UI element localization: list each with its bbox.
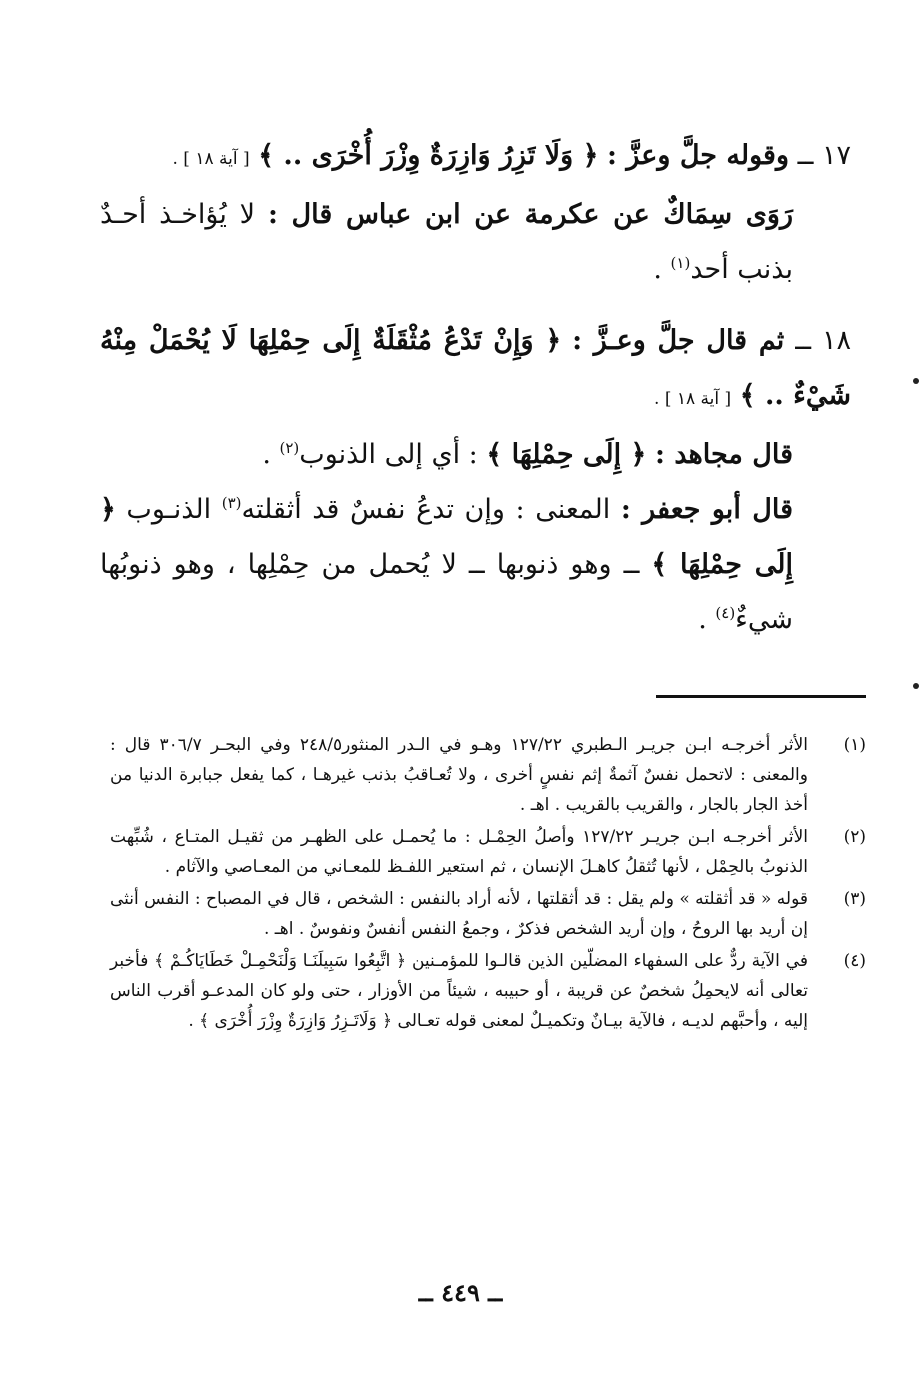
footnote-number: (٣) xyxy=(843,889,866,909)
footnote-divider xyxy=(656,695,866,698)
footnote-text: الأثر أخرجـه ابـن جريـر الـطبري ١٢٧/٢٢ وهـو في الـدر المنثور٢٤٨/٥ وفي البحـر ٣٠٦/٧ قال : والمعنى : لاتحمل نفسٌ آثمةٌ إثم نفسٍ أخرى ، ولا تُعـاقبُ بذنب غيرهـا ، كما يفعل جبابرة الدنيا من أخذ الجار بالجار ، والقريب بالقريب . اهـ . xyxy=(110,735,808,815)
quran-verse: ﴿ وَإِنْ تَدْعُ مُثْقَلَةٌ إِلَى حِمْلِهَا لَا يُحْمَلْ مِنْهُ شَيْءٌ .. ﴾ xyxy=(100,325,851,411)
footnote-text: الأثر أخرجـه ابـن جريـر ١٢٧/٢٢ وأصلُ الحِمْـل : ما يُحمـل على الظهـر من ثقيـل المتـاع ، شُبِّهت الذنوبُ بالحِمْل ، لأنها تُثقلُ كاهـلَ الإنسان ، ثم استعير اللفـظ للمعـاني من المعـاصي والآثام . xyxy=(110,827,808,877)
explanation-text: المعنى : وإن تدعُ نفسٌ قد أثقلته xyxy=(241,494,611,525)
margin-dot xyxy=(913,378,919,384)
footnote-4 xyxy=(110,946,866,1036)
footnote-2 xyxy=(110,822,866,882)
explanation-text: : أي إلى الذنوب xyxy=(299,439,478,470)
narrator-text: رَوَى سِمَاكٌ عن عكرمة عن ابن عباس قال : xyxy=(267,199,793,230)
verse-reference: [ آية ١٨ ] . xyxy=(654,389,732,409)
explanation-text: ــ وهو ذنوبها ــ لا يُحمل من حِمْلِها ، وهو ذنوبُها شيءٌ xyxy=(100,549,793,635)
footnote-1 xyxy=(110,730,866,820)
page-number: ــ ٤٤٩ ــ xyxy=(418,1278,503,1307)
paragraph-17 xyxy=(100,128,851,187)
footnote-3 xyxy=(110,884,866,944)
paragraph-17-narration: رَوَى سِمَاكٌ عن عكرمة عن ابن عباس قال : لا يُؤاخـذ أحـدٌ بذنب أحد$^{(١)}$ . xyxy=(100,199,793,285)
footnote-text: قوله « قد أثقلته » ولم يقل : قد أثقلتها ، لأنه أراد بالنفس : الشخص ، قال في المصباح : النفس أنثى إن أريد بها الروحُ ، وإن أريد الشخص فذكرٌ ، وجمعُ النفس أنفسٌ ونفوسٌ . اهـ . xyxy=(110,889,808,939)
footnotes xyxy=(110,730,866,1038)
paragraph-number: ١٧ ــ xyxy=(797,140,851,171)
narrator-text: قال مجاهد : xyxy=(654,439,793,470)
footnote-ref: (٢) xyxy=(279,439,300,457)
margin-dot xyxy=(913,683,919,689)
paragraph-number: ١٨ ــ xyxy=(795,325,851,356)
quran-verse: ﴿ وَلَا تَزِرُ وَازِرَةٌ وِزْرَ أُخْرَى .. ﴾ xyxy=(258,140,599,171)
narrator-text: قال أبو جعفر : xyxy=(620,494,793,525)
footnote-ref: (١) xyxy=(670,254,691,272)
footnote-text: في الآية ردٌّ على السفهاء المضلّين الذين قالـوا للمؤمـنين ﴿ اتَّبِعُوا سَبِيلَنَـا وَلْنَحْمِـلْ خَطَايَاكُـمْ ﴾ فأخبر تعالى أنه لايحمِلُ شخصٌ عن قريبة ، أو حبيبه ، شيئاً من الأوزار ، حتى ولو كان المدعـو أقرب الناس إليه ، وأحبَّهم لديـه ، فالآية بيـانٌ وتكميـلٌ لمعنى قوله تعـالى ﴿ وَلَاتَـزِرُ وَازِرَةٌ وِزْرَ أُخْرَى ﴾ . xyxy=(110,951,808,1031)
intro-text: ثم قال جلَّ وعـزَّ : xyxy=(572,325,785,356)
footnote-number: (٢) xyxy=(843,827,866,847)
main-text xyxy=(100,128,851,647)
paragraph-18 xyxy=(100,313,851,427)
footnote-number: (٤) xyxy=(843,951,866,971)
verse-reference: [ آية ١٨ ] . xyxy=(172,149,250,169)
footnote-number: (١) xyxy=(843,735,866,755)
quran-verse: ﴿ إِلَى حِمْلِهَا ﴾ xyxy=(486,439,647,470)
narration-text: لا يُؤاخـذ أحـدٌ بذنب أحد xyxy=(100,199,793,285)
footnote-ref: (٤) xyxy=(715,604,736,622)
quran-verse: ﴿ إِلَى حِمْلِهَا ﴾ xyxy=(100,494,793,580)
intro-text: وقوله جلَّ وعزَّ : xyxy=(607,140,789,171)
footnote-ref: (٣) xyxy=(221,494,242,512)
paragraph-18-mujahid: قال مجاهد : ﴿ إِلَى حِمْلِهَا ﴾ : أي إلى الذنوب$^{(٢)}$ . xyxy=(262,439,793,470)
paragraph-18-abu-jafar: قال أبو جعفر : المعنى : وإن تدعُ نفسٌ قد أثقلته$^{(٣)}$ الذنـوب ﴿ إِلَى حِمْلِهَا ﴾ ــ وهو ذنوبها ــ لا يُحمل من حِمْلِها ، وهو ذنوبُها شيءٌ$^{(٤)}$ . xyxy=(100,494,793,635)
